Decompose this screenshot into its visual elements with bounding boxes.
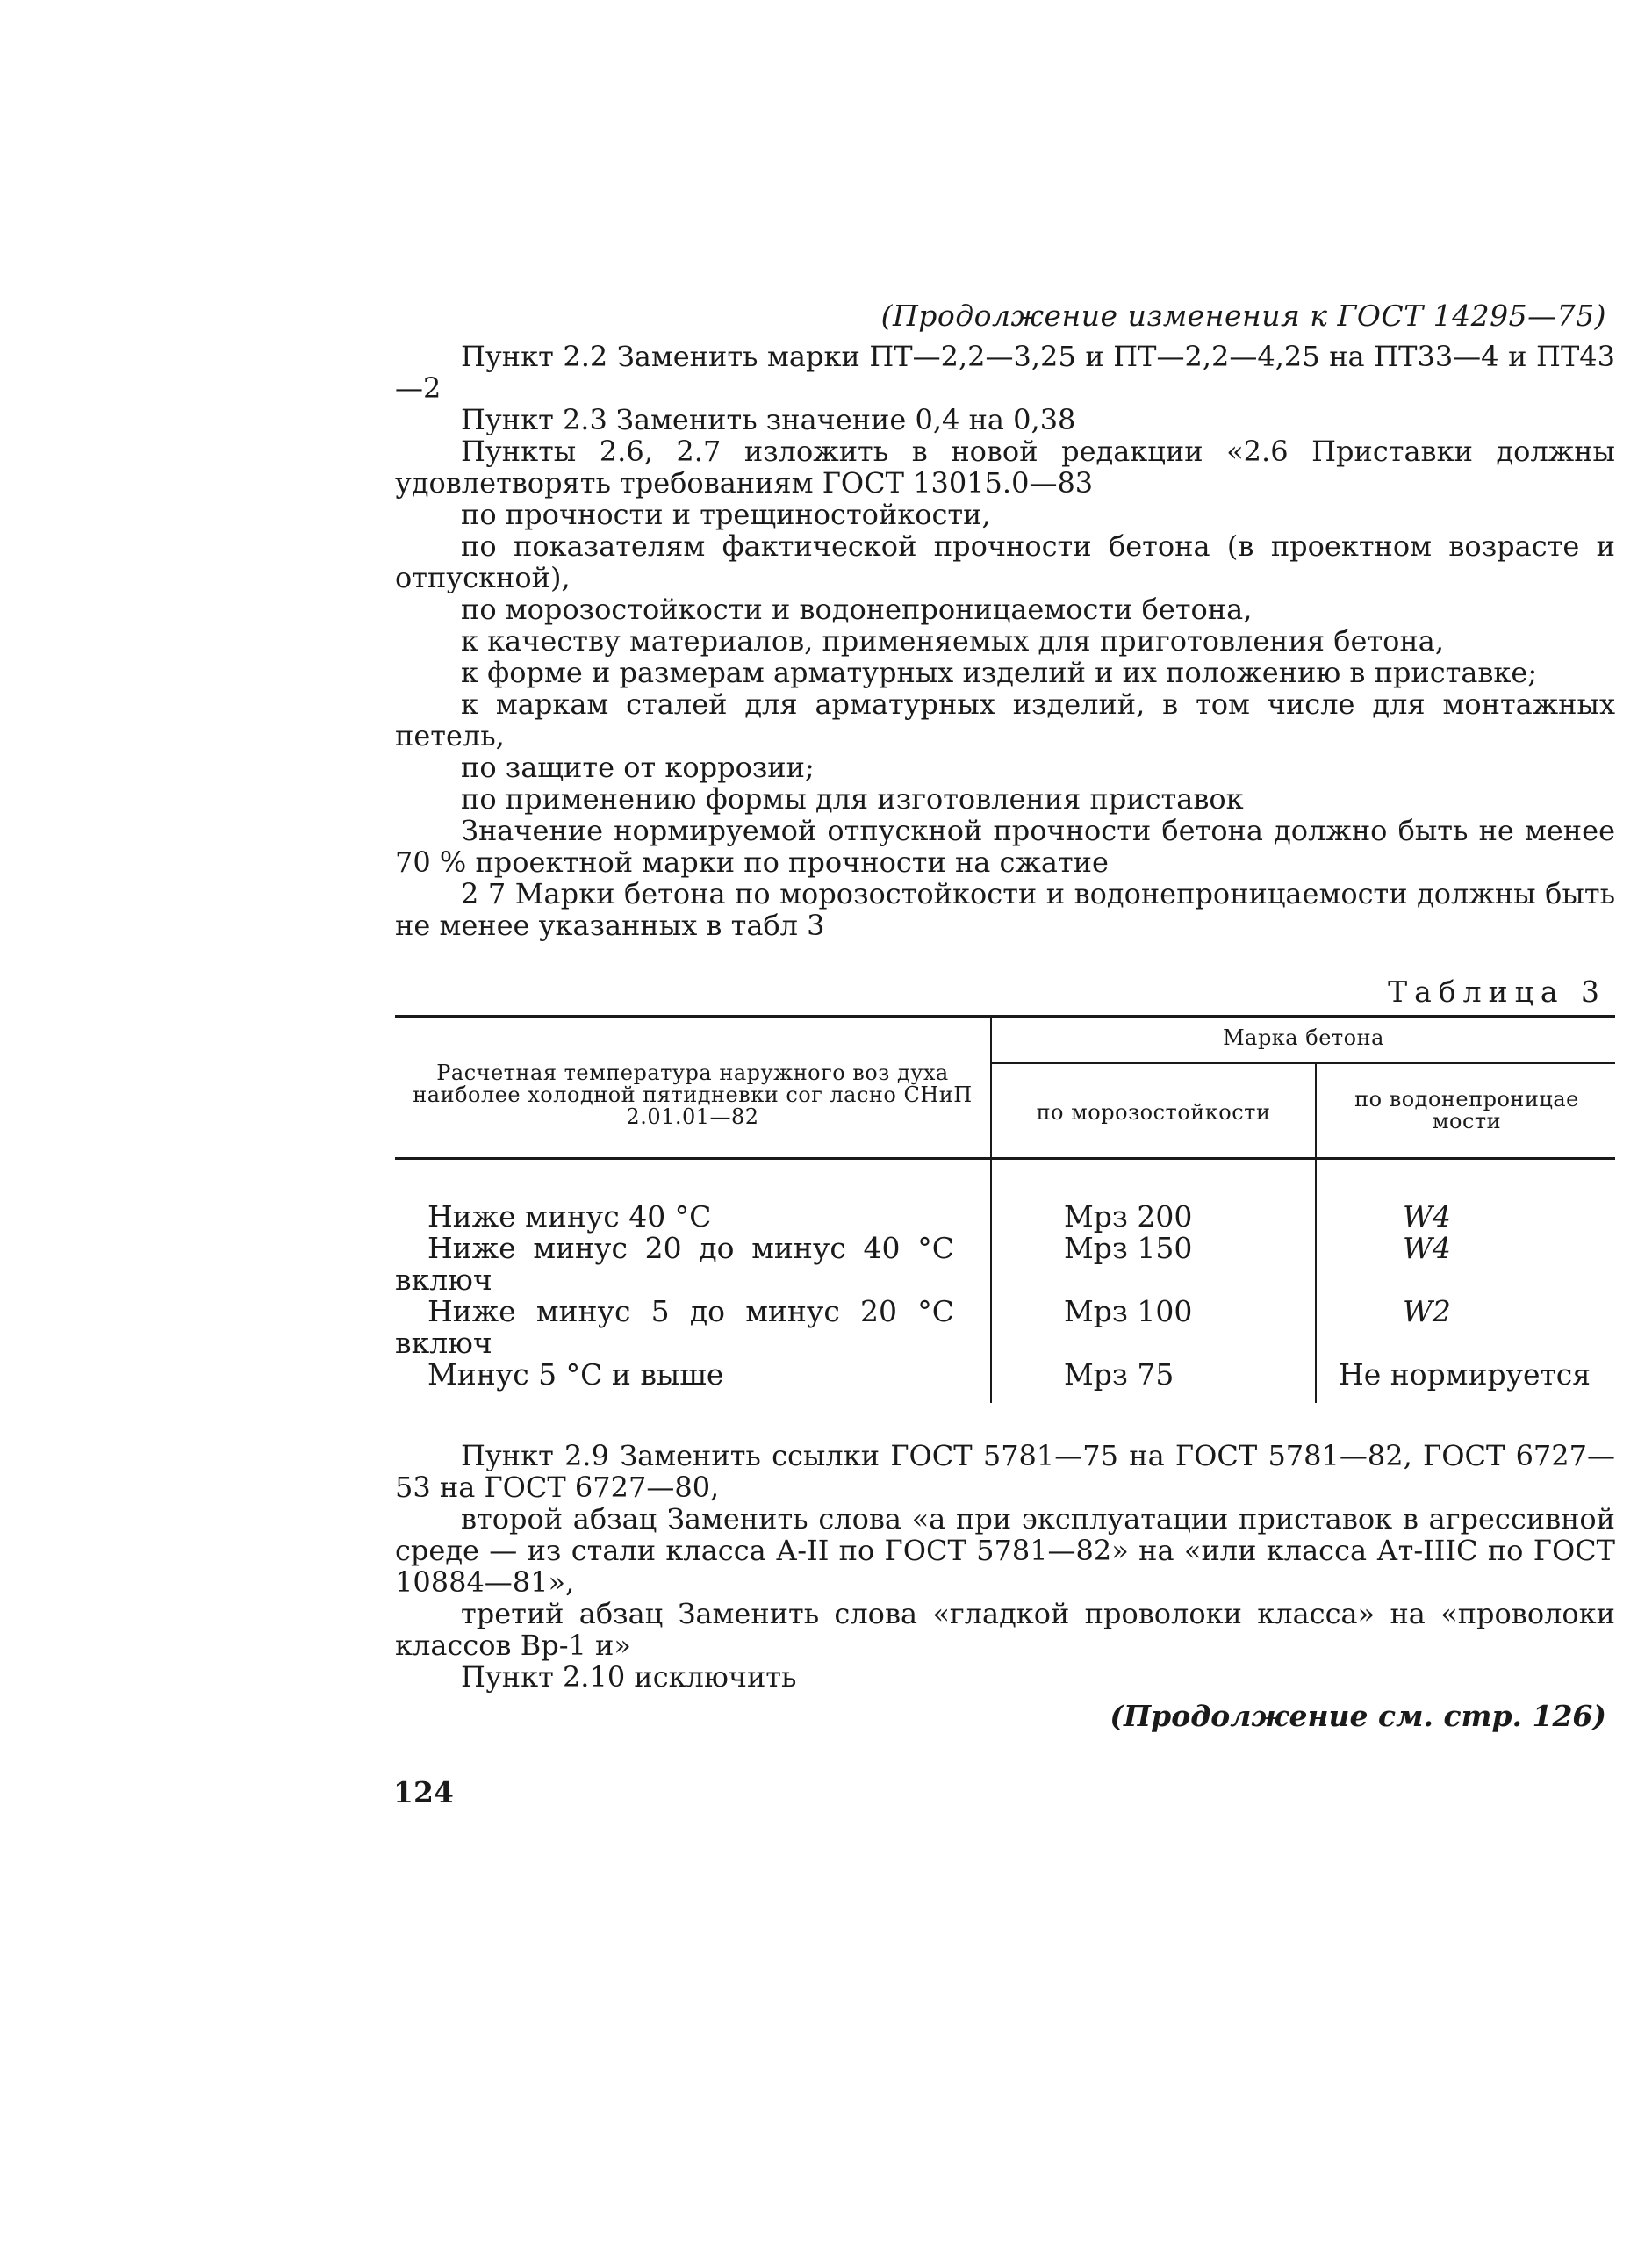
row1-frost: Мрз 200 bbox=[1064, 1199, 1193, 1234]
row4-water: Не нормируется bbox=[1339, 1357, 1591, 1392]
paragraph-2-3: Пункт 2.3 Заменить значение 0,4 на 0,38 bbox=[461, 403, 1076, 436]
page-number: 124 bbox=[393, 1775, 454, 1809]
table-header-rule bbox=[395, 1157, 1615, 1160]
table-top-rule bbox=[395, 1015, 1615, 1018]
list-item-frost: по морозостойкости и водонепроницаемости бетона, bbox=[461, 593, 1253, 626]
list-item-actual-strength: по показателям фактической прочности бетона (в проектном возрасте и отпускной), bbox=[395, 529, 1615, 594]
list-item-corrosion: по защите от коррозии; bbox=[461, 751, 815, 784]
list-item-steel: к маркам сталей для арматурных изделий, в том числе для монтажных петель, bbox=[395, 687, 1615, 752]
row4-frost: Мрз 75 bbox=[1064, 1357, 1174, 1392]
row2-temperature-cont: включ bbox=[395, 1262, 492, 1297]
paragraph-2-2: Пункт 2.2 Заменить марки ПТ—2,2—3,25 и ПТ—2,2—4,25 на ПТ33—4 и ПТ43—2 bbox=[395, 340, 1615, 405]
continuation-footer: (Продолжение см. стр. 126) bbox=[1110, 1699, 1606, 1733]
header-concrete-grade: Марка бетона bbox=[1223, 1025, 1384, 1050]
table-caption: Таблица 3 bbox=[1388, 975, 1606, 1009]
continuation-header: (Продолжение изменения к ГОСТ 14295—75) bbox=[880, 299, 1606, 333]
list-item-reinforcement: к форме и размерам арматурных изделий и их положению в приставке; bbox=[461, 656, 1538, 689]
list-item-forms: по применению формы для изготовления приставок bbox=[461, 782, 1244, 816]
row4-temperature: Минус 5 °С и выше bbox=[427, 1357, 724, 1392]
row3-frost: Мрз 100 bbox=[1064, 1294, 1193, 1328]
row1-water: W4 bbox=[1403, 1199, 1451, 1234]
paragraph-second-abzac: второй абзац Заменить слова «а при эксплуатации приставок в агрессивной среде — из стали класса А-II по ГОСТ 5781—82» на «или класса Ат-IIIС по ГОСТ 10884—81», bbox=[395, 1502, 1615, 1599]
paragraph-2-9: Пункт 2.9 Заменить ссылки ГОСТ 5781—75 на ГОСТ 5781—82, ГОСТ 6727—53 на ГОСТ 6727—80, bbox=[395, 1439, 1615, 1504]
header-water: по водонепроницае мости bbox=[1354, 1087, 1579, 1133]
row3-water: W2 bbox=[1403, 1294, 1451, 1328]
row3-temperature: Ниже минус 5 до минус 20 °С bbox=[427, 1294, 954, 1328]
table-divider-1 bbox=[990, 1018, 992, 1403]
table-divider-2 bbox=[1315, 1064, 1317, 1403]
row2-water: W4 bbox=[1403, 1231, 1451, 1265]
header-frost: по морозостойкости bbox=[1036, 1100, 1271, 1125]
paragraph-2-7: 2 7 Марки бетона по морозостойкости и водонепроницаемости должны быть не менее указанных в табл 3 bbox=[395, 877, 1615, 942]
paragraph-2-10: Пункт 2.10 исключить bbox=[461, 1660, 797, 1694]
paragraph-third-abzac: третий абзац Заменить слова «гладкой проволоки класса» на «проволоки классов Вр-1 и» bbox=[395, 1597, 1615, 1662]
table-group-rule bbox=[990, 1062, 1615, 1064]
paragraph-2-6-2-7: Пункты 2.6, 2.7 изложить в новой редакции «2.6 Приставки должны удовлетворять требованиям ГОСТ 13015.0—83 bbox=[395, 435, 1615, 500]
paragraph-tempering-strength: Значение нормируемой отпускной прочности бетона должно быть не менее 70 % проектной марки по прочности на сжатие bbox=[395, 814, 1615, 879]
row2-frost: Мрз 150 bbox=[1064, 1231, 1193, 1265]
header-temperature: Расчетная температура наружного воз духа наиболее холодной пятидневки сог ласно СНиП 2.01.01—82 bbox=[413, 1061, 973, 1129]
list-item-materials: к качеству материалов, применяемых для приготовления бетона, bbox=[461, 624, 1445, 658]
row2-temperature: Ниже минус 20 до минус 40 °С bbox=[427, 1231, 954, 1265]
row3-temperature-cont: включ bbox=[395, 1326, 492, 1360]
list-item-strength: по прочности и трещиностойкости, bbox=[461, 498, 991, 531]
row1-temperature: Ниже минус 40 °С bbox=[427, 1199, 712, 1234]
